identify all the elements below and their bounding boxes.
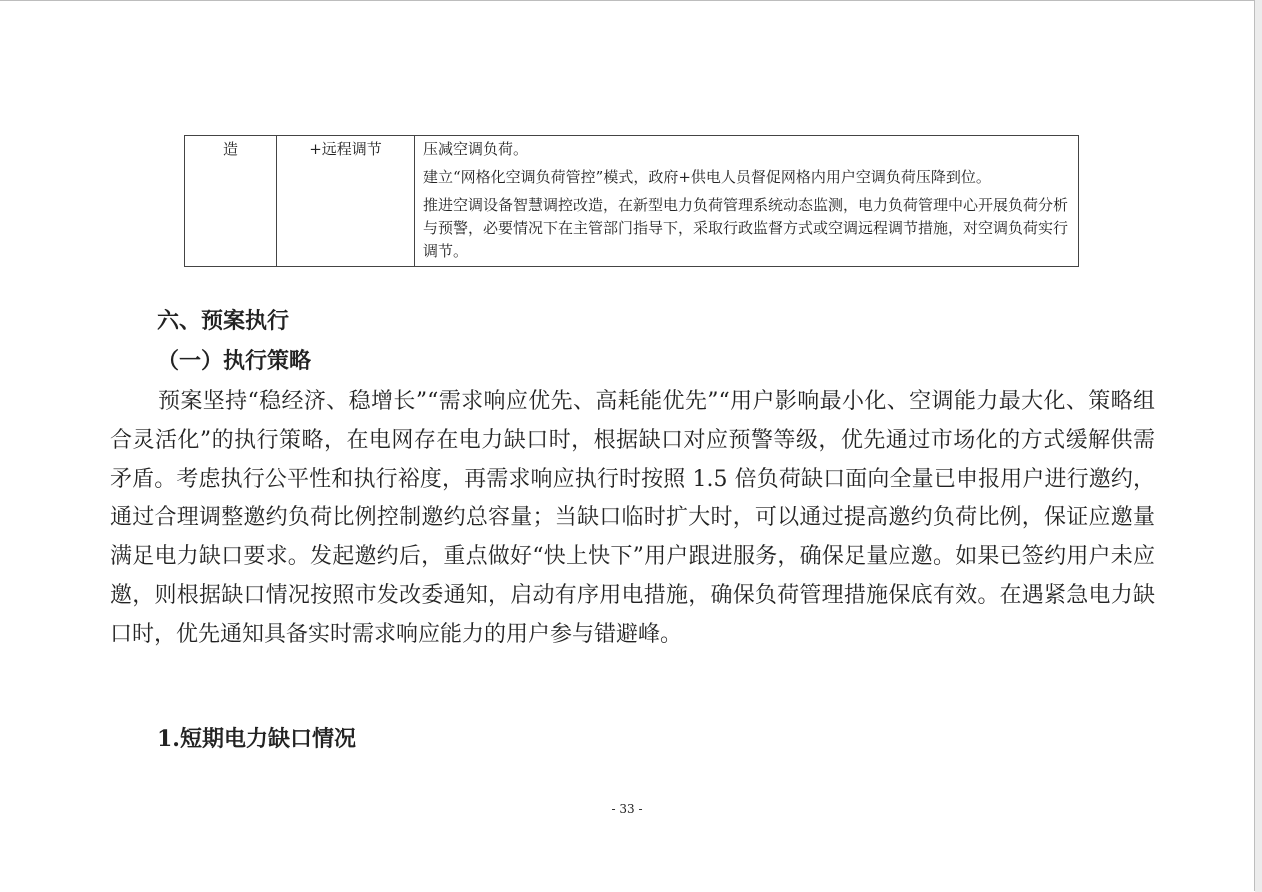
description-paragraph: 推进空调设备智慧调控改造，在新型电力负荷管理系统动态监测，电力负荷管理中心开展负荷分析与预警，必要情况下在主管部门指导下，采取行政监督方式或空调远程调节措施，对空调负荷实行调节。 [423, 196, 1069, 260]
item-heading: 1.短期电力缺口情况 [157, 726, 356, 752]
description-paragraph: 建立“网格化空调负荷管控”模式，政府+供电人员督促网格内用户空调负荷压降到位。 [423, 168, 991, 186]
table-cell-category: 造 [185, 136, 277, 267]
body-paragraph: 预案坚持“稳经济、稳增长”“需求响应优先、高耗能优先”“用户影响最小化、空调能力最大化、策略组合灵活化”的执行策略，在电网存在电力缺口时，根据缺口对应预警等级，优先通过市场化的方式缓解供需矛盾。考虑执行公平性和执行裕度，再需求响应执行时按照 1.5 倍负荷缺口面向全量已申报用户进行邀约，通过合理调整邀约负荷比例控制邀约总容量；当缺口临时扩大时，可以通过提高邀约负荷比例，保证应邀量满足电力缺口要求。发起邀约后，重点做好“快上快下”用户跟进服务，确保足量应邀。如果已签约用户未应邀，则根据缺口情况按照市发改委通知，启动有序用电措施，确保负荷管理措施保底有效。在遇紧急电力缺口时，优先通知具备实时需求响应能力的用户参与错避峰。 [110, 389, 1155, 647]
table-cell-method: +远程调节 [277, 136, 415, 267]
measures-table [184, 135, 1079, 267]
page-shadow [1255, 0, 1262, 892]
table-row [185, 136, 1079, 267]
page-number: - 33 - [611, 802, 643, 816]
description-line: 压减空调负荷。 [423, 140, 529, 158]
table-cell-description [415, 136, 1079, 267]
section-heading: 六、预案执行 [157, 308, 290, 334]
subsection-heading: （一）执行策略 [157, 348, 312, 374]
